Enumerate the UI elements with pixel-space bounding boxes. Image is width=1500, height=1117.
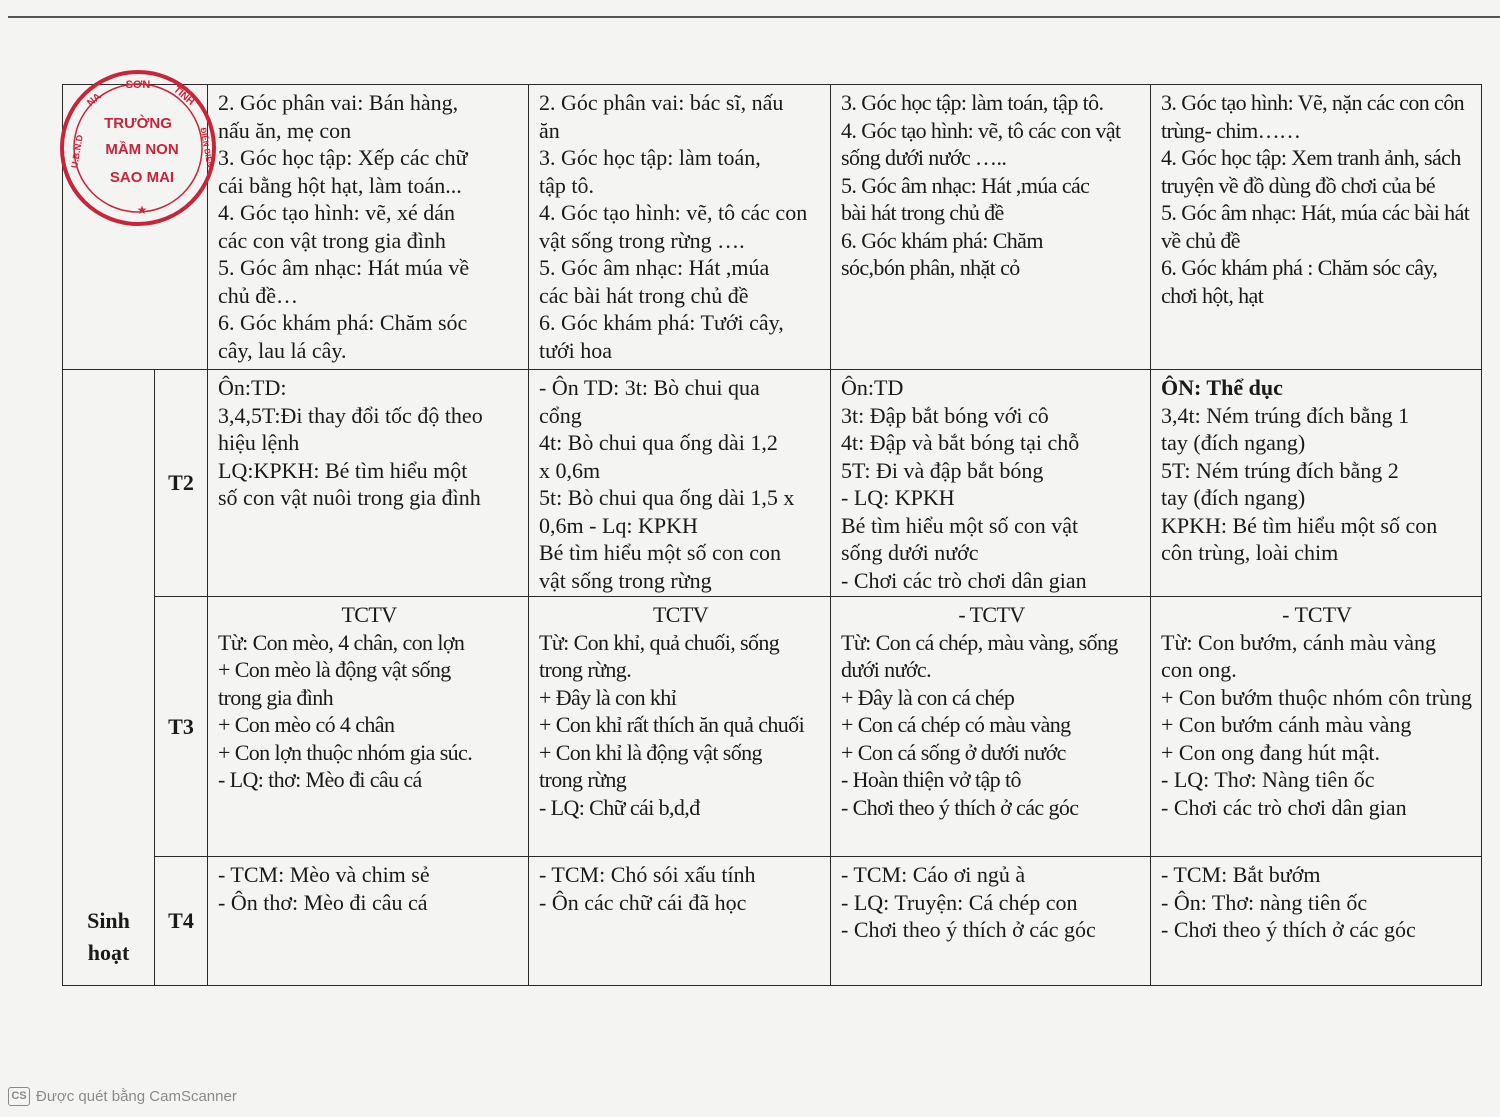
cell-line: 3. Góc học tập: làm toán,: [539, 145, 761, 170]
stamp-star-icon: ★: [136, 203, 148, 217]
cell-line: 3. Góc tạo hình: Vẽ, nặn các con côn: [1161, 90, 1464, 115]
cell-line: sống dưới nước …..: [841, 145, 1007, 170]
cell-line: 2. Góc phân vai: Bán hàng,: [218, 90, 459, 115]
cell-line: + Đây là con khỉ: [539, 684, 677, 710]
camscanner-text: Được quét bằng CamScanner: [36, 1088, 237, 1105]
row-label-t4: T4: [155, 857, 208, 986]
cell-line: 4. Góc tạo hình: vẽ, tô các con: [539, 200, 808, 225]
stamp-right-arc-text: TỈNH: [171, 84, 197, 108]
cell-line: sóc,bón phân, nhặt cỏ: [841, 255, 1020, 280]
cell-line: 5. Góc âm nhạc: Hát, múa các bài hát: [1161, 200, 1470, 225]
cell-t4-3: [831, 857, 1151, 986]
row-label-t2: T2: [155, 370, 208, 597]
stamp-top-text: SƠN: [125, 79, 151, 91]
cell-line: + Con cá sống ở dưới nước: [841, 739, 1066, 765]
cell-line: 3,4,5T:Đi thay đổi tốc độ theo: [218, 402, 483, 428]
cell-t3-2: [529, 597, 831, 857]
cell-line: dưới nước.: [841, 657, 931, 682]
cell-line: chủ đề…: [218, 282, 299, 308]
cell-line: + Con khỉ là động vật sống: [539, 739, 762, 765]
cell-line: - Ôn TD: 3t: Bò chui qua: [539, 375, 760, 400]
cell-line: - Ôn các chữ cái đã học: [539, 889, 747, 915]
cell-line: hiệu lệnh: [218, 430, 300, 455]
cell-line: 3. Góc học tập: làm toán, tập tô.: [841, 90, 1104, 115]
cell-line: - Chơi các trò chơi dân gian: [1161, 794, 1407, 820]
cell-goc-1: [208, 85, 529, 370]
cell-line: ÔN: Thể dục: [1161, 375, 1283, 400]
stamp-right-side-text: ĐIỆN BIÊN: [198, 126, 215, 169]
cell-line: - Chơi theo ý thích ở các góc: [1161, 917, 1416, 942]
cell-line: - TCM: Cáo ơi ngủ à: [841, 862, 1026, 887]
cell-line: - TCM: Bắt bướm: [1161, 862, 1321, 887]
cell-t2-4: [1151, 370, 1482, 597]
cell-line: + Con bướm cánh màu vàng: [1161, 712, 1412, 737]
cell-line: 3t: Đập bắt bóng với cô: [841, 402, 1049, 428]
school-stamp: [58, 68, 218, 228]
stamp-side-text: U.B.N.D: [69, 134, 85, 169]
cell-line: TCTV: [341, 602, 397, 627]
cell-t4-1: [208, 857, 529, 986]
cell-line: + Con lợn thuộc nhóm gia súc.: [218, 739, 473, 765]
cell-line: 6. Góc khám phá : Chăm sóc cây,: [1161, 255, 1438, 280]
cell-goc-3: [831, 85, 1151, 370]
cell-line: trùng- chim……: [1161, 117, 1301, 143]
cell-line: chơi hột, hạt: [1161, 282, 1264, 308]
stamp-line-2: MẦM NON: [105, 141, 179, 158]
cell-line: các bài hát trong chủ đề: [539, 282, 749, 308]
cell-line: TCTV: [652, 602, 709, 627]
cell-line: - Chơi các trò chơi dân gian: [841, 567, 1087, 593]
cell-line: LQ:KPKH: Bé tìm hiểu một: [218, 457, 468, 483]
cell-line: 3,4t: Ném trúng đích bằng 1: [1161, 402, 1410, 428]
table-row-t2: [63, 370, 1482, 597]
cell-line: - Chơi theo ý thích ở các góc: [841, 917, 1096, 942]
cell-line: Ôn:TD:: [218, 375, 287, 400]
cell-line: tay (đích ngang): [1161, 485, 1306, 510]
cell-line: + Con ong đang hút mật.: [1161, 739, 1380, 765]
cell-line: - Hoàn thiện vở tập tô: [841, 767, 1021, 792]
cell-line: con ong.: [1161, 657, 1237, 682]
cell-t4-2: [529, 857, 831, 986]
cell-line: - LQ: Truyện: Cá chép con: [841, 889, 1078, 915]
table-row-t4: [63, 857, 1482, 986]
cell-line: - Ôn thơ: Mèo đi câu cá: [218, 889, 428, 915]
cell-line: Ôn:TD: [841, 375, 904, 400]
cell-line: cổng: [539, 402, 582, 428]
cell-line: tay (đích ngang): [1161, 430, 1306, 455]
cell-line: tập tô.: [539, 172, 594, 198]
cell-line: các con vật trong gia đình: [218, 227, 446, 253]
stamp-line-1: TRƯỜNG: [104, 115, 172, 132]
cell-goc-2: [529, 85, 831, 370]
cell-line: 5. Góc âm nhạc: Hát ,múa: [539, 255, 770, 280]
cell-line: vật sống trong rừng: [539, 567, 712, 593]
cell-line: 4. Góc tạo hình: vẽ, tô các con vật: [841, 117, 1121, 143]
cell-t3-1: [208, 597, 529, 857]
cell-t2-1: [208, 370, 529, 597]
cell-line: + Đây là con cá chép: [841, 684, 1015, 710]
cell-line: vật sống trong rừng ….: [539, 227, 745, 253]
cell-line: - LQ: Thơ: Nàng tiên ốc: [1161, 767, 1375, 792]
cell-line: Từ: Con khỉ, quả chuối, sống: [539, 629, 780, 655]
cell-line: - LQ: thơ: Mèo đi câu cá: [218, 767, 422, 792]
cell-line: KPKH: Bé tìm hiểu một số con: [1161, 512, 1438, 538]
cell-line: + Con bướm thuộc nhóm côn trùng: [1161, 684, 1472, 710]
cell-line: về chủ đề: [1161, 227, 1240, 253]
cell-line: sống dưới nước: [841, 540, 979, 565]
cell-line: 5T: Đi và đập bắt bóng: [841, 457, 1044, 483]
cell-t4-4: [1151, 857, 1482, 986]
cell-line: 5t: Bò chui qua ống dài 1,5 x: [539, 485, 795, 510]
cell-line: + Con khỉ rất thích ăn quả chuối: [539, 712, 805, 737]
cell-line: 6. Góc khám phá: Chăm: [841, 227, 1043, 253]
cell-line: số con vật nuôi trong gia đình: [218, 485, 481, 510]
stamp-left-arc-text: NA: [85, 91, 104, 109]
cell-line: 5. Góc âm nhạc: Hát múa về: [218, 255, 470, 280]
cell-line: Bé tìm hiểu một số con con: [539, 540, 781, 565]
cell-t3-3: [831, 597, 1151, 857]
cell-line: - TCTV: [1282, 602, 1352, 627]
cell-line: + Con mèo có 4 chân: [218, 712, 395, 737]
cell-line: 2. Góc phân vai: bác sĩ, nấu: [539, 90, 784, 115]
cell-line: - TCM: Chó sói xấu tính: [539, 862, 756, 887]
cell-line: trong rừng: [539, 767, 627, 792]
cell-line: 5. Góc âm nhạc: Hát ,múa các: [841, 172, 1090, 198]
cell-line: - Chơi theo ý thích ở các góc: [841, 794, 1079, 820]
sinh-hoat-label: [63, 370, 155, 986]
cell-line: bài hát trong chủ đề: [841, 200, 1004, 225]
cell-line: - Ôn: Thơ: nàng tiên ốc: [1161, 889, 1368, 915]
cell-line: Từ: Con bướm, cánh màu vàng: [1161, 629, 1436, 655]
cell-line: trong rừng.: [539, 657, 632, 682]
cell-line: - TCM: Mèo và chim sẻ: [218, 862, 430, 887]
row-label-t3: T3: [155, 597, 208, 857]
cell-line: nấu ăn, mẹ con: [218, 117, 352, 143]
cell-line: - TCTV: [958, 602, 1025, 627]
cell-goc-4: [1151, 85, 1482, 370]
cell-line: 3. Góc học tập: Xếp các chữ: [218, 145, 468, 170]
top-divider-line: [8, 16, 1500, 18]
cell-line: cái bằng hột hạt, làm toán...: [218, 172, 462, 198]
cell-line: Bé tìm hiểu một số con vật: [841, 512, 1079, 538]
cell-line: + Con cá chép có màu vàng: [841, 712, 1071, 737]
cell-line: côn trùng, loài chim: [1161, 540, 1339, 565]
cell-line: x 0,6m: [539, 457, 601, 483]
cell-line: truyện về đồ dùng đồ chơi của bé: [1161, 172, 1436, 198]
cell-line: 5T: Ném trúng đích bằng 2: [1161, 457, 1399, 483]
stamp-line-3: SAO MAI: [109, 169, 175, 186]
cell-line: 4t: Bò chui qua ống dài 1,2: [539, 430, 778, 455]
cell-line: 4. Góc học tập: Xem tranh ảnh, sách: [1161, 145, 1461, 170]
table-row-t3: [63, 597, 1482, 857]
cell-line: Từ: Con mèo, 4 chân, con lợn: [218, 629, 465, 655]
cell-line: + Con mèo là động vật sống: [218, 657, 451, 682]
cell-t3-4: [1151, 597, 1482, 857]
table-row-goc: [63, 85, 1482, 370]
cell-line: 4. Góc tạo hình: vẽ, xé dán: [218, 200, 456, 225]
schedule-table: [62, 84, 1482, 986]
cell-line: ăn: [539, 117, 560, 143]
cell-line: 6. Góc khám phá: Chăm sóc: [218, 310, 468, 335]
cell-line: 0,6m - Lq: KPKH: [539, 512, 698, 538]
sinh-hoat-line-1: Sinh: [87, 908, 130, 933]
camscanner-icon: CS: [8, 1087, 30, 1106]
cell-line: 4t: Đập và bắt bóng tại chỗ: [841, 430, 1080, 455]
sinh-hoat-line-2: hoạt: [87, 940, 130, 965]
cell-line: cây, lau lá cây.: [218, 337, 347, 363]
camscanner-footer: [8, 1087, 237, 1106]
cell-line: tưới hoa: [539, 337, 613, 363]
cell-line: Từ: Con cá chép, màu vàng, sống: [841, 629, 1118, 655]
cell-line: - LQ: KPKH: [841, 485, 955, 510]
cell-line: - LQ: Chữ cái b,d,đ: [539, 794, 700, 820]
cell-t2-3: [831, 370, 1151, 597]
cell-line: 6. Góc khám phá: Tưới cây,: [539, 310, 784, 335]
cell-t2-2: [529, 370, 831, 597]
cell-line: trong gia đình: [218, 684, 334, 710]
